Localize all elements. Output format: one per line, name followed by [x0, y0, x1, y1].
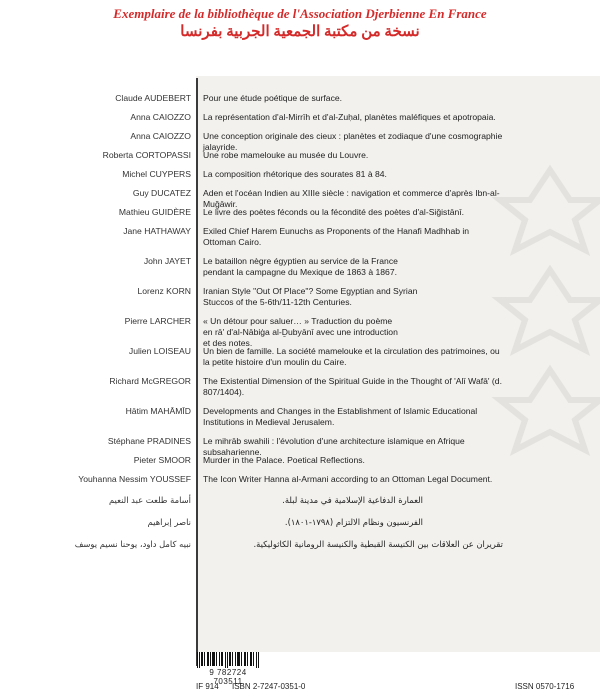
library-stamp-french: Exemplaire de la bibliothèque de l'Association Djerbienne En France — [113, 6, 487, 21]
article-title: Iranian Style "Out Of Place"? Some Egyptian and Syrian Stuccos of the 5-6th/11-12th Centuries. — [203, 286, 418, 307]
article-title: Pour une étude poétique de surface. — [203, 93, 343, 103]
article-title: Murder in the Palace. Poetical Reflections. — [203, 455, 365, 465]
isbn-number: ISBN 2-7247-0351-0 — [232, 682, 306, 691]
article-title: Le mihrāb swahili : l'évolution d'une architecture islamique en Afrique subsaharienne. — [203, 436, 465, 457]
article-title: La représentation d'al-Mirrīh et d'al-Zuḥal, planètes maléfiques et apotropaia. — [203, 112, 496, 122]
author-name: Hātim MAHĀMĪD — [125, 406, 191, 416]
article-title: Une robe mamelouke au musée du Louvre. — [203, 150, 369, 160]
author-name: Anna CAIOZZO — [130, 131, 191, 141]
author-name: Pieter SMOOR — [133, 455, 191, 465]
article-title: الفرنسيون ونظام الالتزام (١٧٩٨-١٨٠١). — [284, 517, 423, 527]
article-title: Le bataillon nègre égyptien au service de la France pendant la campagne du Mexique de 1863 à 1867. — [203, 256, 398, 277]
author-name: Julien LOISEAU — [128, 346, 191, 356]
author-name: Stéphane PRADINES — [107, 436, 191, 446]
author-name: Pierre LARCHER — [124, 316, 191, 326]
article-title: « Un détour pour saluer… » Traduction du poème en rā' d'al-Nābiġa al-Ḏubyānī avec une introduction et des notes. — [203, 316, 398, 348]
author-name: Richard McGREGOR — [109, 376, 191, 386]
author-name: Youhanna Nessim YOUSSEF — [78, 474, 191, 484]
author-name: Roberta CORTOPASSI — [102, 150, 191, 160]
author-name: Guy DUCATEZ — [132, 188, 191, 198]
article-title: Le livre des poètes féconds ou la fécondité des poètes d'al-Siǧistānī. — [203, 207, 465, 217]
library-stamp-arabic: نسخة من مكتبة الجمعية الجربية بفرنسا — [180, 24, 420, 40]
author-name: John JAYET — [143, 256, 191, 266]
author-name: Lorenz KORN — [137, 286, 191, 296]
author-name: ناصر إبراهيم — [147, 517, 191, 527]
author-name: أسامة طلعت عبد النعيم — [108, 495, 191, 505]
divider-line — [196, 78, 198, 666]
article-title: Une conception originale des cieux : planètes et zodiaque d'une cosmographie jalayride. — [203, 131, 503, 152]
article-title: La composition rhétorique des sourates 81 à 84. — [203, 169, 387, 179]
author-name: Jane HATHAWAY — [123, 226, 191, 236]
article-title: The Existential Dimension of the Spiritual Guide in the Thought of 'Alī Wafā' (d. 807/1404). — [203, 376, 502, 397]
article-title: Un bien de famille. La société mamelouke et la circulation des patrimoines, ou la petite histoire d'un moulin du Caire. — [203, 346, 500, 367]
isbn-barcode — [196, 652, 260, 668]
catalog-code: IF 914 — [196, 682, 219, 691]
issn-number: ISSN 0570-1716 — [515, 682, 575, 691]
article-title: Developments and Changes in the Establishment of Islamic Educational Institutions in Medieval Jerusalem. — [203, 406, 478, 427]
author-name: Michel CUYPERS — [122, 169, 191, 179]
article-title: Aden et l'océan Indien au XIIIe siècle : navigation et commerce d'après Ibn-al-Muǧāwir. — [203, 188, 500, 209]
article-title: Exiled Chief Harem Eunuchs as Proponents of the Hanafi Madhhab in Ottoman Cairo. — [203, 226, 470, 247]
author-name: نبيه كامل داود، يوحنا نسيم يوسف — [74, 539, 191, 549]
author-name: Claude AUDEBERT — [115, 93, 191, 103]
author-name: Anna CAIOZZO — [130, 112, 191, 122]
barcode-digits: 9 782724 703511 — [209, 668, 247, 686]
author-name: Mathieu GUIDÈRE — [118, 207, 191, 217]
article-title: العمارة الدفاعية الإسلامية في مدينة لبلة. — [282, 495, 423, 505]
article-title: تقريران عن العلاقات بين الكنيسة القبطية والكنيسة الرومانية الكاثوليكية. — [253, 539, 503, 549]
article-title: The Icon Writer Hanna al-Armani according to an Ottoman Legal Document. — [203, 474, 493, 484]
